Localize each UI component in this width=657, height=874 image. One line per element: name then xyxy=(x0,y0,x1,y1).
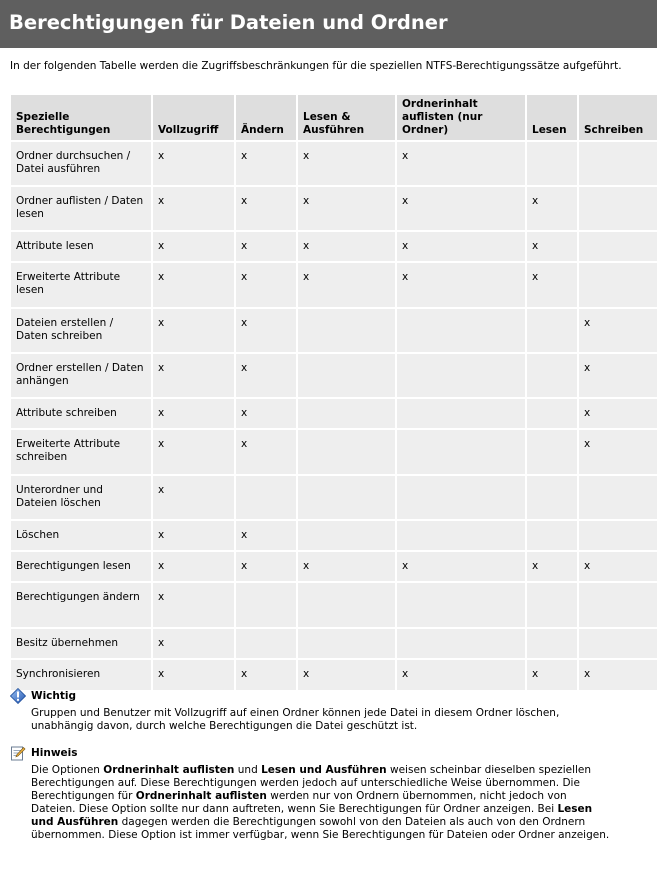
page-title: Berechtigungen für Dateien und Ordner xyxy=(9,11,448,34)
permission-name: Attribute schreiben xyxy=(11,399,151,428)
permission-empty xyxy=(579,583,657,627)
permission-mark: x xyxy=(153,142,234,185)
permission-empty xyxy=(579,521,657,550)
column-header: Spezielle Berechtigungen xyxy=(11,95,151,140)
note-important-header xyxy=(10,688,610,704)
permission-empty xyxy=(579,232,657,261)
hint-emphasis: Ordnerinhalt auflisten xyxy=(135,790,267,802)
permission-empty xyxy=(579,142,657,185)
permission-mark: x xyxy=(298,552,395,581)
hint-text-part: weisen scheinbar dieselben speziellen Berechtigungen auf. Diese Berechtigungen werden jedoch auf unterschiedliche Weise übernommen. Die Berechtigungen für xyxy=(31,764,592,802)
permission-mark: x xyxy=(298,187,395,230)
permission-empty xyxy=(397,399,525,428)
permission-name: Dateien erstellen / Daten schreiben xyxy=(11,309,151,352)
permission-empty xyxy=(298,629,395,658)
permission-empty xyxy=(236,629,296,658)
permission-empty xyxy=(579,629,657,658)
table-body xyxy=(11,142,657,690)
permission-empty xyxy=(527,476,577,519)
permission-empty xyxy=(527,629,577,658)
permission-empty xyxy=(236,583,296,627)
permission-mark: x xyxy=(236,354,296,397)
permission-mark: x xyxy=(236,309,296,352)
permission-mark: x xyxy=(579,309,657,352)
permission-mark: x xyxy=(236,552,296,581)
permission-mark: x xyxy=(153,583,234,627)
permission-mark: x xyxy=(236,521,296,550)
column-header: Lesen xyxy=(527,95,577,140)
permission-mark: x xyxy=(579,430,657,474)
table-row xyxy=(11,309,657,352)
permission-mark: x xyxy=(153,430,234,474)
permission-empty xyxy=(527,430,577,474)
permission-mark: x xyxy=(236,263,296,307)
table-row xyxy=(11,263,657,307)
permission-mark: x xyxy=(298,142,395,185)
permission-mark: x xyxy=(153,263,234,307)
table-row xyxy=(11,552,657,581)
permission-mark: x xyxy=(298,660,395,690)
permission-empty xyxy=(298,430,395,474)
permission-mark: x xyxy=(397,263,525,307)
table-row xyxy=(11,521,657,550)
table-row xyxy=(11,142,657,185)
column-header: Ändern xyxy=(236,95,296,140)
permission-empty xyxy=(236,476,296,519)
hint-text-part: Die Optionen xyxy=(31,764,104,776)
table-row xyxy=(11,629,657,658)
permission-mark: x xyxy=(397,142,525,185)
note-hint-header xyxy=(10,745,610,761)
permission-name: Erweiterte Attribute schreiben xyxy=(11,430,151,474)
permission-mark: x xyxy=(579,399,657,428)
permission-name: Ordner erstellen / Daten anhängen xyxy=(11,354,151,397)
permission-mark: x xyxy=(153,629,234,658)
permission-mark: x xyxy=(579,354,657,397)
permission-mark: x xyxy=(298,263,395,307)
permission-name: Ordner auflisten / Daten lesen xyxy=(11,187,151,230)
permission-name: Attribute lesen xyxy=(11,232,151,261)
permission-mark: x xyxy=(579,552,657,581)
permission-mark: x xyxy=(236,232,296,261)
permissions-table xyxy=(9,93,657,692)
permission-mark: x xyxy=(153,187,234,230)
permission-mark: x xyxy=(153,399,234,428)
permission-empty xyxy=(298,354,395,397)
permission-name: Erweiterte Attribute lesen xyxy=(11,263,151,307)
note-important-title: Wichtig xyxy=(31,689,77,702)
permission-mark: x xyxy=(153,552,234,581)
permission-mark: x xyxy=(397,232,525,261)
permission-mark: x xyxy=(397,187,525,230)
note-important xyxy=(10,688,610,733)
permission-mark: x xyxy=(579,660,657,690)
permission-mark: x xyxy=(153,232,234,261)
hint-text-part: und xyxy=(234,764,262,776)
hint-text-part: dagegen werden die Berechtigungen sowohl von den Dateien als auch von den Ordnern übernommen. Diese Option ist immer verfügbar, wenn Sie Berechtigungen für Dateien oder Ordner anzeigen. xyxy=(31,816,610,841)
permission-mark: x xyxy=(236,187,296,230)
permission-name: Berechtigungen lesen xyxy=(11,552,151,581)
permission-mark: x xyxy=(298,232,395,261)
permission-mark: x xyxy=(236,430,296,474)
permission-mark: x xyxy=(527,263,577,307)
permission-empty xyxy=(579,263,657,307)
permission-name: Besitz übernehmen xyxy=(11,629,151,658)
permission-empty xyxy=(397,583,525,627)
hint-text-part: werden nur von Ordnern übernommen, nicht jedoch von Dateien. Diese Option sollte nur dann auftreten, wenn Sie Berechtigungen für Ordner anzeigen. Bei xyxy=(31,790,567,815)
permission-empty xyxy=(298,476,395,519)
permission-name: Synchronisieren xyxy=(11,660,151,690)
permission-empty xyxy=(397,430,525,474)
permission-empty xyxy=(298,309,395,352)
permission-empty xyxy=(527,399,577,428)
permission-mark: x xyxy=(153,521,234,550)
table-row xyxy=(11,476,657,519)
permission-name: Löschen xyxy=(11,521,151,550)
table-row xyxy=(11,583,657,627)
permission-empty xyxy=(397,476,525,519)
permission-mark: x xyxy=(527,187,577,230)
table-row xyxy=(11,354,657,397)
permission-empty xyxy=(397,521,525,550)
notepad-pencil-icon xyxy=(10,745,26,761)
permission-empty xyxy=(298,521,395,550)
table-row xyxy=(11,660,657,690)
permission-empty xyxy=(397,354,525,397)
table-row xyxy=(11,430,657,474)
permission-empty xyxy=(298,583,395,627)
permission-name: Unterordner und Dateien löschen xyxy=(11,476,151,519)
permission-mark: x xyxy=(153,476,234,519)
permission-mark: x xyxy=(236,142,296,185)
note-hint-title: Hinweis xyxy=(31,746,78,759)
permission-empty xyxy=(527,354,577,397)
permission-mark: x xyxy=(527,232,577,261)
permission-name: Ordner durchsuchen / Datei ausführen xyxy=(11,142,151,185)
column-header: Ordnerinhalt auflisten (nur Ordner) xyxy=(397,95,525,140)
hint-emphasis: Ordnerinhalt auflisten xyxy=(103,764,235,776)
permission-empty xyxy=(579,476,657,519)
permission-empty xyxy=(397,309,525,352)
permission-empty xyxy=(527,521,577,550)
column-header: Schreiben xyxy=(579,95,657,140)
permission-empty xyxy=(527,583,577,627)
intro-text: In der folgenden Tabelle werden die Zugriffsbeschränkungen für die speziellen NTFS-Berechtigungssätze aufgeführt. xyxy=(10,60,622,72)
hint-emphasis: Lesen und Ausführen xyxy=(261,764,387,776)
permission-mark: x xyxy=(527,660,577,690)
permission-empty xyxy=(527,142,577,185)
note-hint xyxy=(10,745,610,842)
permission-empty xyxy=(397,629,525,658)
table-header-row xyxy=(11,95,657,140)
table-row xyxy=(11,187,657,230)
permission-mark: x xyxy=(236,660,296,690)
hint-emphasis: Lesen und Ausführen xyxy=(31,803,593,828)
permission-mark: x xyxy=(153,309,234,352)
title-bar xyxy=(0,0,657,48)
permission-empty xyxy=(579,187,657,230)
note-important-text: Gruppen und Benutzer mit Vollzugriff auf einen Ordner können jede Datei in diesem Ordner löschen, unabhängig davon, durch welche Berechtigungen die Datei geschützt ist. xyxy=(31,707,560,732)
note-hint-text xyxy=(31,764,610,842)
permission-mark: x xyxy=(153,660,234,690)
permission-empty xyxy=(298,399,395,428)
table-row xyxy=(11,399,657,428)
table-row xyxy=(11,232,657,261)
column-header: Vollzugriff xyxy=(153,95,234,140)
permission-mark: x xyxy=(153,354,234,397)
permission-name: Berechtigungen ändern xyxy=(11,583,151,627)
permission-mark: x xyxy=(397,552,525,581)
column-header: Lesen & Ausführen xyxy=(298,95,395,140)
permission-empty xyxy=(527,309,577,352)
info-diamond-icon xyxy=(10,688,26,704)
permission-mark: x xyxy=(397,660,525,690)
permission-mark: x xyxy=(527,552,577,581)
permission-mark: x xyxy=(236,399,296,428)
